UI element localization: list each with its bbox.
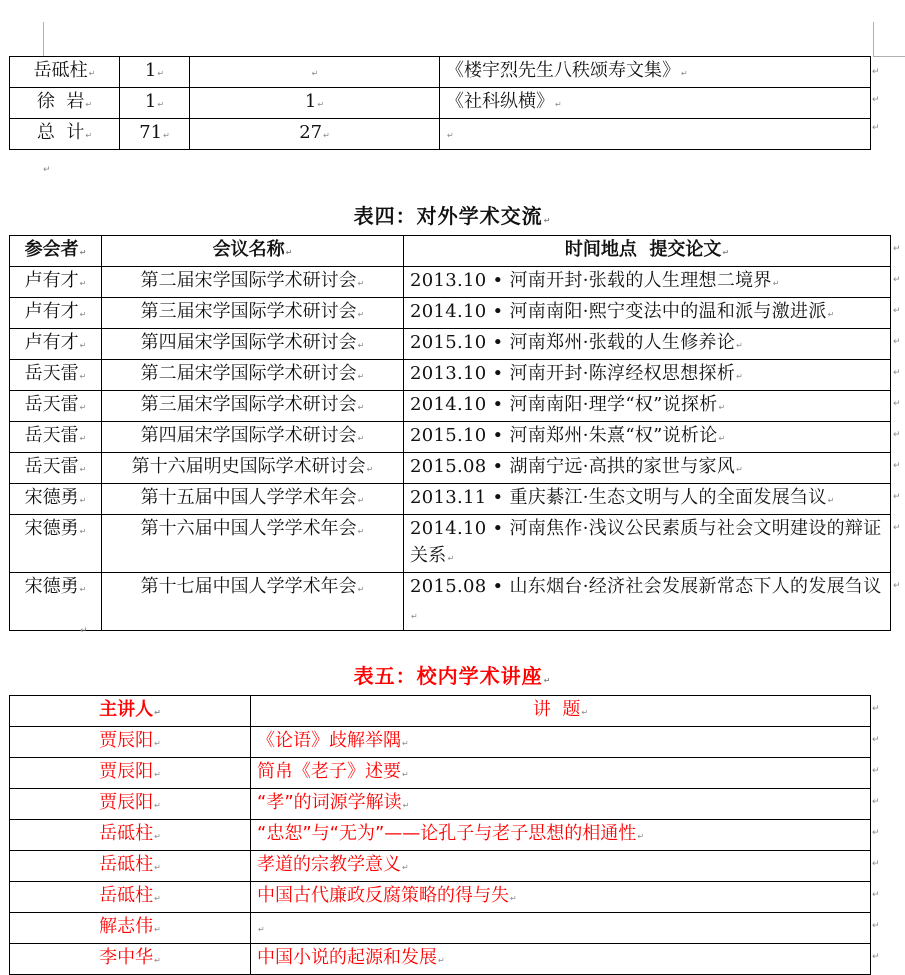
cell-col2: 1↵ (120, 57, 190, 88)
cell-detail: 2015.10 • 河南郑州·张载的人生修养论↵ (404, 329, 891, 360)
row-end-mark: ↵ (872, 95, 880, 105)
table-header-row (10, 236, 891, 267)
cell-meeting: 第十六届明史国际学术研讨会↵ (102, 453, 404, 484)
cell-meeting: 第三届宋学国际学术研讨会↵ (102, 298, 404, 329)
table-row (10, 484, 891, 515)
table-header-row (10, 696, 871, 727)
table-row (10, 758, 871, 789)
cell-person: 岳天雷↵ (10, 391, 102, 422)
table-row (10, 391, 891, 422)
cell-name: 岳砥柱↵ (10, 57, 120, 88)
table-row (10, 851, 871, 882)
table4-title: 表四：对外学术交流↵ (353, 204, 552, 228)
row-end-mark: ↵ (872, 735, 880, 745)
cell-col4: ↵ (440, 119, 871, 150)
cell-meeting: 第四届宋学国际学术研讨会↵ (102, 329, 404, 360)
row-end-mark: ↵ (872, 67, 880, 77)
cell-col4: 《社科纵横》↵ (440, 88, 871, 119)
cell-speaker: 贾辰阳↵ (10, 758, 251, 789)
cell-topic: “忠恕”与“无为”——论孔子与老子思想的相通性↵ (251, 820, 871, 851)
cell-col2: 71↵ (120, 119, 190, 150)
cell-topic: 简帛《老子》述要↵ (251, 758, 871, 789)
table-row (10, 329, 891, 360)
table-row (10, 422, 891, 453)
row-end-mark: ↵ (893, 581, 901, 591)
cell-speaker: 贾辰阳↵ (10, 789, 251, 820)
cell-topic: 中国小说的起源和发展↵ (251, 944, 871, 975)
cell-topic: “孝”的词源学解读↵ (251, 789, 871, 820)
cell-person: 宋德勇↵ (10, 573, 102, 631)
cell-detail: 2015.10 • 河南郑州·朱熹“权”说析论↵ (404, 422, 891, 453)
cell-meeting: 第三届宋学国际学术研讨会↵ (102, 391, 404, 422)
cell-speaker: 岳砥柱↵ (10, 851, 251, 882)
table-row (10, 57, 871, 88)
table-row (10, 360, 891, 391)
cell-detail: 2015.08 • 湖南宁远·高拱的家世与家风↵ (404, 453, 891, 484)
row-end-mark: ↵ (872, 952, 880, 962)
row-end-mark: ↵ (893, 492, 901, 502)
cell-meeting: 第十七届中国人学学术年会↵ (102, 573, 404, 631)
header-speaker: 主讲人↵ (10, 696, 251, 727)
table-row (10, 944, 871, 975)
row-end-mark: ↵ (872, 766, 880, 776)
row-end-mark: ↵ (872, 704, 880, 714)
cell-speaker: 岳砥柱↵ (10, 882, 251, 913)
table-row (10, 789, 871, 820)
cell-topic: 《论语》歧解举隅↵ (251, 727, 871, 758)
paragraph-mark: ↵ (43, 165, 51, 175)
cell-col2: 1↵ (120, 88, 190, 119)
table-row (10, 298, 891, 329)
table-row (10, 267, 891, 298)
cell-topic: 中国古代廉政反腐策略的得与失↵ (251, 882, 871, 913)
cell-meeting: 第十五届中国人学学术年会↵ (102, 484, 404, 515)
row-end-mark: ↵ (893, 461, 901, 471)
cell-detail: 2013.10 • 河南开封·张载的人生理想二境界↵ (404, 267, 891, 298)
cell-person: 岳天雷↵ (10, 360, 102, 391)
cell-speaker: 贾辰阳↵ (10, 727, 251, 758)
table5 (9, 695, 871, 975)
cell-meeting: 第二届宋学国际学术研讨会↵ (102, 360, 404, 391)
cell-person: 岳天雷↵ (10, 453, 102, 484)
cell-meeting: 第十六届中国人学学术年会↵ (102, 515, 404, 573)
crop-mark-right-vertical (873, 22, 874, 56)
cell-person: 岳天雷↵ (10, 422, 102, 453)
row-end-mark: ↵ (893, 399, 901, 409)
cell-name: 总 计↵ (10, 119, 120, 150)
cell-meeting: 第二届宋学国际学术研讨会↵ (102, 267, 404, 298)
cell-detail: 2013.11 • 重庆綦江·生态文明与人的全面发展刍议↵ (404, 484, 891, 515)
row-end-mark: ↵ (872, 123, 880, 133)
header-person: 参会者↵ (10, 236, 102, 267)
table-row (10, 119, 871, 150)
row-end-mark: ↵ (872, 859, 880, 869)
crop-mark-left-vertical (43, 22, 44, 56)
cell-detail: 2014.10 • 河南南阳·熙宁变法中的温和派与激进派↵ (404, 298, 891, 329)
header-topic: 讲 题↵ (251, 696, 871, 727)
row-end-mark: ↵ (893, 244, 901, 254)
cell-detail: 2014.10 • 河南南阳·理学“权”说探析↵ (404, 391, 891, 422)
row-end-mark: ↵ (872, 890, 880, 900)
cell-speaker: 解志伟↵ (10, 913, 251, 944)
paragraph-mark: ↵ (80, 626, 88, 636)
cell-detail: 2015.08 • 山东烟台·经济社会发展新常态下人的发展刍议↵ (404, 573, 891, 631)
row-end-mark: ↵ (893, 337, 901, 347)
table3-tail (9, 56, 871, 150)
cell-col3: 27↵ (190, 119, 440, 150)
cell-detail: 2014.10 • 河南焦作·浅议公民素质与社会文明建设的辩证关系↵ (404, 515, 891, 573)
cell-topic: 孝道的宗教学意义↵ (251, 851, 871, 882)
row-end-mark: ↵ (872, 797, 880, 807)
cell-speaker: 李中华↵ (10, 944, 251, 975)
row-end-mark: ↵ (893, 430, 901, 440)
table5-title: 表五：校内学术讲座↵ (353, 664, 552, 688)
row-end-mark: ↵ (872, 921, 880, 931)
cell-col4: 《楼宇烈先生八秩颂寿文集》↵ (440, 57, 871, 88)
cell-person: 卢有才↵ (10, 267, 102, 298)
table-row (10, 913, 871, 944)
table-row (10, 453, 891, 484)
header-meeting: 会议名称↵ (102, 236, 404, 267)
row-end-mark: ↵ (893, 368, 901, 378)
table-row (10, 515, 891, 573)
cell-person: 卢有才↵ (10, 298, 102, 329)
cell-speaker: 岳砥柱↵ (10, 820, 251, 851)
row-end-mark: ↵ (893, 523, 901, 533)
row-end-mark: ↵ (872, 828, 880, 838)
cell-col3: ↵ (190, 57, 440, 88)
cell-detail: 2013.10 • 河南开封·陈淳经权思想探析↵ (404, 360, 891, 391)
cell-person: 卢有才↵ (10, 329, 102, 360)
cell-col3: 1↵ (190, 88, 440, 119)
crop-mark-right-horizontal (873, 56, 905, 57)
table4 (9, 235, 891, 631)
table-row (10, 727, 871, 758)
table-row (10, 882, 871, 913)
table-row (10, 820, 871, 851)
table-row (10, 573, 891, 631)
table-row (10, 88, 871, 119)
row-end-mark: ↵ (893, 275, 901, 285)
cell-meeting: 第四届宋学国际学术研讨会↵ (102, 422, 404, 453)
cell-topic: ↵ (251, 913, 871, 944)
cell-person: 宋德勇↵ (10, 484, 102, 515)
cell-name: 徐 岩↵ (10, 88, 120, 119)
cell-person: 宋德勇↵ (10, 515, 102, 573)
header-detail: 时间地点 提交论文↵ (404, 236, 891, 267)
row-end-mark: ↵ (893, 306, 901, 316)
